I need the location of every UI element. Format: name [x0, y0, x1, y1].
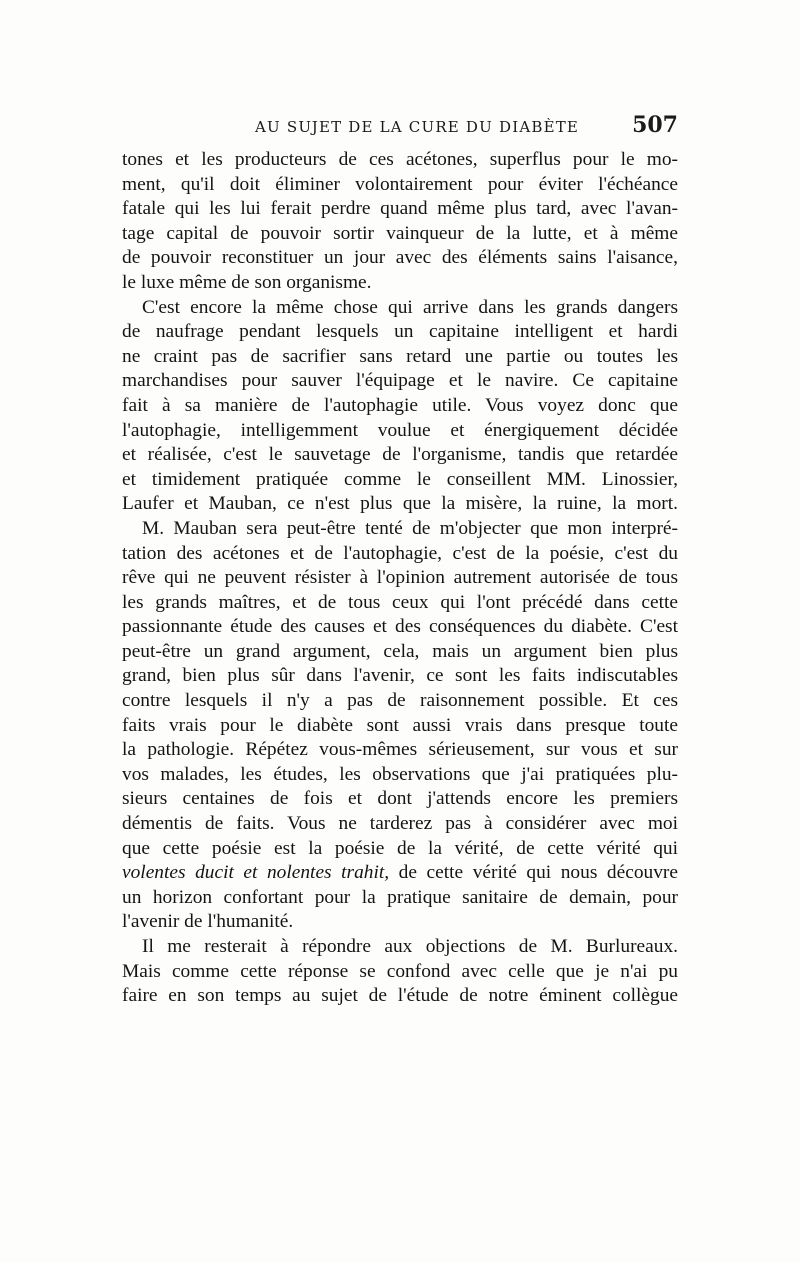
text-line: C'est encore la même chose qui arrive dans les grands dangers: [142, 296, 678, 318]
text-line: peut-être un grand argument, cela, mais un argument bien plus: [122, 640, 678, 662]
text-line: un horizon confortant pour la pratique sanitaire de demain, pour: [122, 886, 678, 908]
text-line: faits vrais pour le diabète sont aussi vrais dans presque toute: [122, 714, 678, 736]
text-line: ne craint pas de sacrifier sans retard une partie ou toutes les: [122, 345, 678, 367]
paragraph-1: [122, 148, 678, 296]
text-line: Il me resterait à répondre aux objections de M. Burlureaux.: [142, 936, 678, 957]
running-header: [120, 112, 680, 142]
text-line: sieurs centaines de fois et dont j'attends encore les premiers: [122, 788, 678, 810]
text-line: les grands maîtres, et de tous ceux qui l'ont précédé dans cette: [122, 591, 678, 613]
text-line: grand, bien plus sûr dans l'avenir, ce sont les faits indiscutables: [122, 665, 678, 687]
text-line: démentis de faits. Vous ne tarderez pas à considérer avec moi: [122, 813, 678, 835]
paragraph-4: [122, 935, 678, 1009]
text-line: marchandises pour sauver l'équipage et le navire. Ce capitaine: [122, 370, 678, 392]
text-line: le luxe même de son organisme.: [122, 271, 372, 293]
text-line: et réalisée, c'est le sauvetage de l'organisme, tandis que retardée: [122, 444, 678, 466]
text-line: tage capital de pouvoir sortir vainqueur de la lutte, et à même: [122, 222, 678, 244]
text-line: tation des acétones et de l'autophagie, c'est de la poésie, c'est du: [122, 542, 678, 564]
latin-phrase: volentes ducit et nolentes trahit,: [122, 862, 390, 884]
text-line: de naufrage pendant lesquels un capitaine intelligent et hardi: [122, 321, 678, 343]
text-line: Mais comme cette réponse se confond avec celle que je n'ai pu: [122, 960, 678, 982]
text-line: rêve qui ne peuvent résister à l'opinion autrement autorisée de tous: [122, 567, 678, 589]
text-line-with-latin-phrase: volentes ducit et nolentes trahit, de cette vérité qui nous découvre: [122, 862, 678, 884]
text-line: la pathologie. Répétez vous-mêmes sérieusement, sur vous et sur: [122, 739, 678, 761]
text-line: ment, qu'il doit éliminer volontairement pour éviter l'échéance: [122, 173, 678, 195]
body-text: [122, 148, 678, 1009]
text-line: M. Mauban sera peut-être tenté de m'objecter que mon interpré-: [142, 517, 678, 539]
text-line: l'avenir de l'humanité.: [122, 911, 294, 933]
paragraph-3: [122, 517, 678, 935]
text-line: vos malades, les études, les observations que j'ai pratiquées plu-: [122, 763, 678, 785]
text-line: de pouvoir reconstituer un jour avec des éléments sains l'aisance,: [122, 247, 678, 269]
text-line: fatale qui les lui ferait perdre quand même plus tard, avec l'avan-: [122, 198, 678, 220]
text-line: faire en son temps au sujet de l'étude de notre éminent collègue: [122, 985, 678, 1007]
text-line: que cette poésie est la poésie de la vérité, de cette vérité qui: [122, 837, 678, 859]
text-line: tones et les producteurs de ces acétones, superflus pour le mo-: [122, 149, 678, 170]
text-line: Laufer et Mauban, ce n'est plus que la misère, la ruine, la mort.: [122, 493, 678, 515]
running-title: AU SUJET DE LA CURE DU DIABÈTE: [255, 118, 580, 136]
text-line: fait à sa manière de l'autophagie utile. Vous voyez donc que: [122, 394, 678, 416]
text-line: contre lesquels il n'y a pas de raisonnement possible. Et ces: [122, 690, 678, 712]
page-number: 507: [632, 112, 678, 138]
paragraph-2: [122, 296, 678, 517]
text-line: l'autophagie, intelligemment voulue et énergiquement décidée: [122, 419, 678, 441]
text-line: et timidement pratiquée comme le conseillent MM. Linossier,: [122, 468, 678, 490]
text-line: passionnante étude des causes et des conséquences du diabète. C'est: [122, 616, 678, 638]
